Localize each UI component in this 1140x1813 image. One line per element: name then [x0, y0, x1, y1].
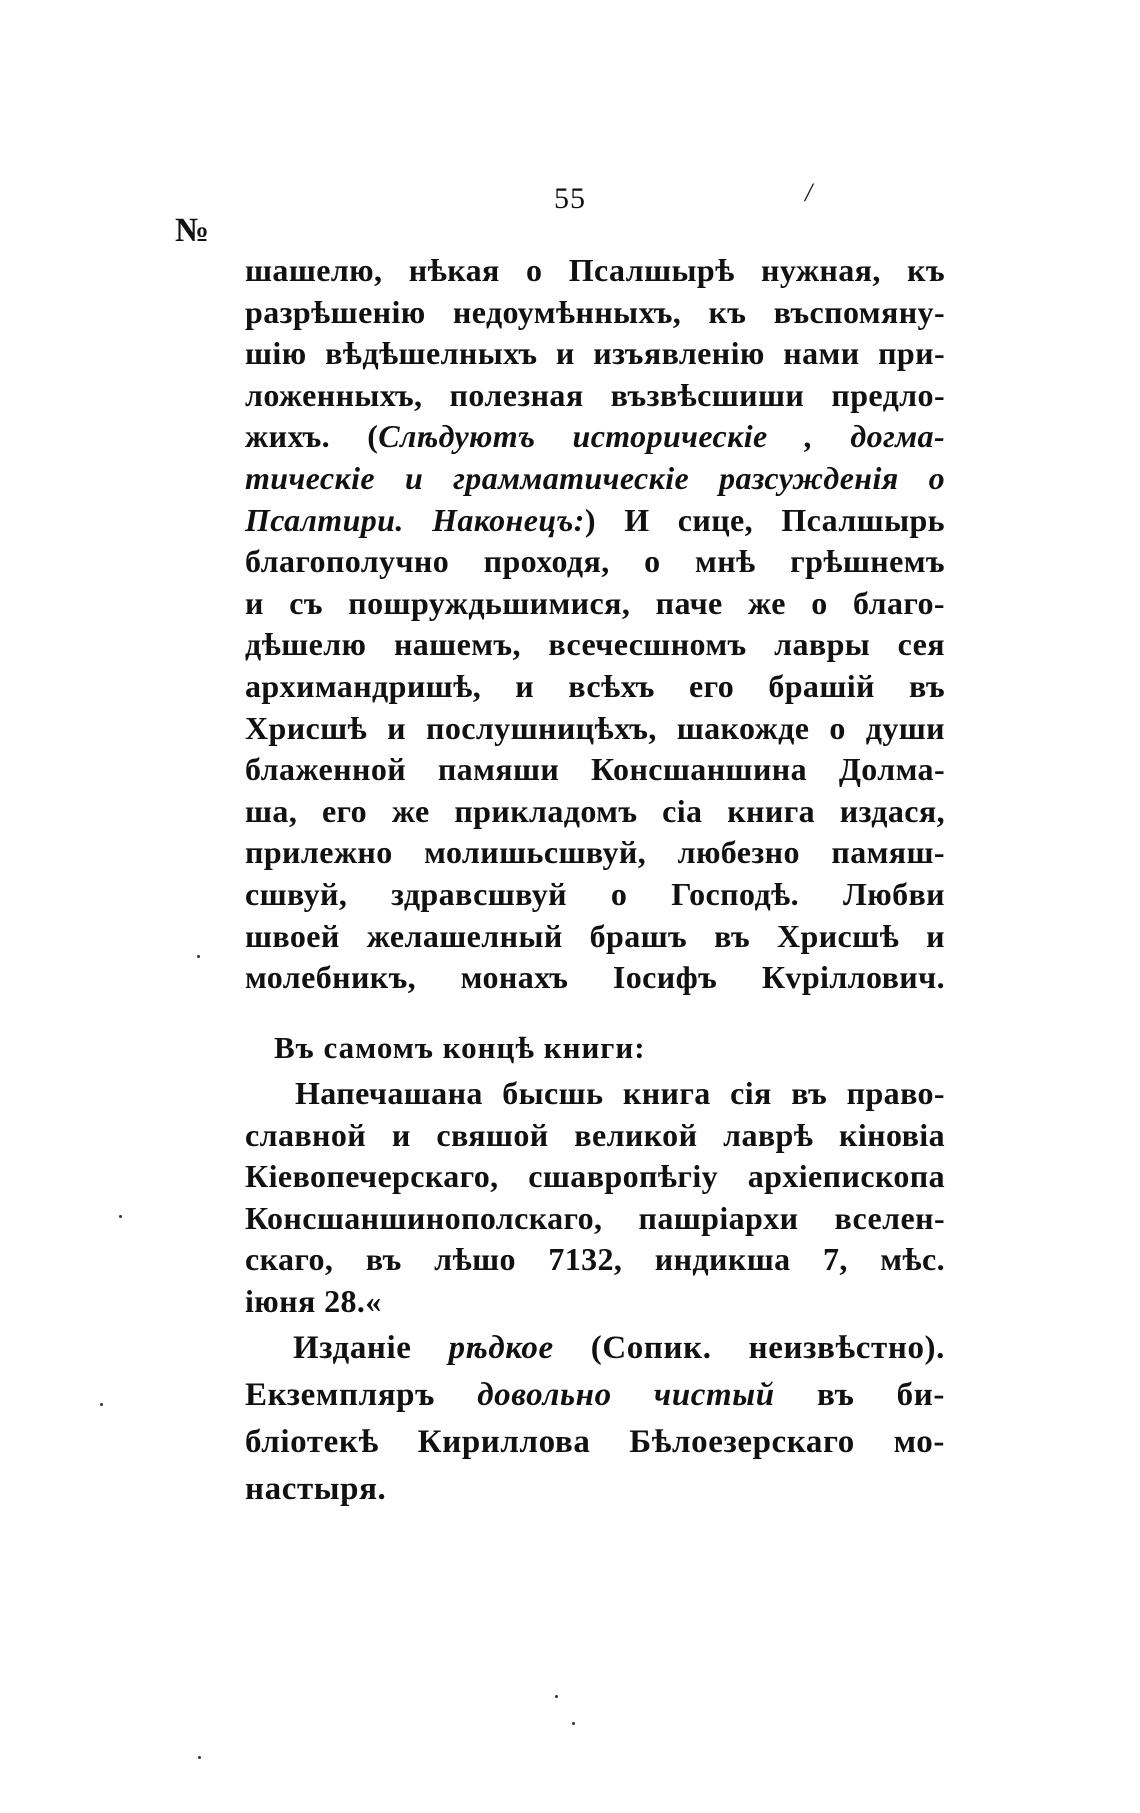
text-line: Псалтири. Наконецъ:) И сице, Псалшырь [245, 501, 945, 538]
number-sign: № [175, 212, 210, 249]
speck [119, 1215, 122, 1218]
colophon-block [245, 1073, 945, 1323]
text-line: и съ пошруждьшимися, паче же о благо- [245, 584, 945, 621]
italic-insert: довольно чистый [477, 1377, 775, 1413]
text-line: шашелю, нѣкая о Псалшырѣ нужная, къ [245, 252, 945, 288]
text-line: скаго, въ лѣшо 7132, индикша 7, мѣс. [245, 1241, 945, 1278]
text-line: сшвуй, здравсшвуй о Господѣ. Любви [245, 875, 945, 912]
text-line: благополучно проходя, о мнѣ грѣшнемъ [245, 543, 945, 580]
speck [555, 1695, 558, 1698]
speck [198, 1756, 201, 1759]
text-line: архимандришѣ, и всѣхъ его брашій въ [245, 667, 945, 704]
text-line: Напечашана бысшь книга сія въ право- [295, 1075, 945, 1111]
main-text-block [245, 250, 945, 999]
speck [100, 1403, 103, 1406]
text-line: жихъ. (Слѣдуютъ историческіе , догма- [245, 418, 945, 455]
text-line: Изданіе рѣдкое (Сопик. неизвѣстно). [293, 1330, 945, 1366]
text-line: Екземпляръ довольно чистый въ би- [245, 1377, 945, 1413]
text-line: Кіевопечерскаго, сшавропѣгіу архіепископа [245, 1158, 945, 1195]
italic-insert: рѣдкое [448, 1330, 554, 1366]
text-line: швоей желашелный брашъ въ Хрисшѣ и [245, 917, 945, 954]
text-line: разрѣшенію недоумѣнныхъ, къ въспомяну- [245, 293, 945, 330]
speck [572, 1722, 575, 1725]
text-line: Консшаншинополскаго, пашріархи вселен- [245, 1199, 945, 1236]
text-line: шію вѣдѣшелныхъ и изъявленію нами при- [245, 335, 945, 372]
italic-insert: Слѣдуютъ историческіе , догма- [378, 418, 945, 455]
page-number: 55 [554, 182, 586, 215]
text-line: Хрисшѣ и послушницѣхъ, шакожде о души [245, 709, 945, 746]
text-line: іюня 28.« [245, 1282, 382, 1319]
text-line: тическіе и грамматическіе разсужденія о [245, 459, 945, 496]
text-line: прилежно молишьсшвуй, любезно памяш- [245, 834, 945, 871]
bibliographic-note [245, 1325, 945, 1513]
colophon-heading: Въ самомъ концѣ книги: [274, 1030, 646, 1065]
text-line: ша, его же прикладомъ сіа книга издася, [245, 792, 945, 829]
italic-insert: Псалтири. Наконецъ: [245, 501, 585, 538]
speck [197, 955, 200, 958]
text-line: бліотекѣ Кириллова Бѣлоезерскаго мо- [245, 1424, 945, 1460]
text-line: молебникъ, монахъ Іосифъ Кvріллович. [245, 959, 945, 996]
margin-tick-mark: / [805, 178, 813, 207]
text-line: блаженной памяши Консшаншина Долма- [245, 751, 945, 788]
text-line: ложенныхъ, полезная възвѣсшиши предло- [245, 376, 945, 413]
text-line: славной и свяшой великой лаврѣ кіновіа [245, 1116, 945, 1153]
text-line: настыря. [245, 1471, 387, 1507]
text-line: дѣшелю нашемъ, всечесшномъ лавры сея [245, 626, 945, 663]
